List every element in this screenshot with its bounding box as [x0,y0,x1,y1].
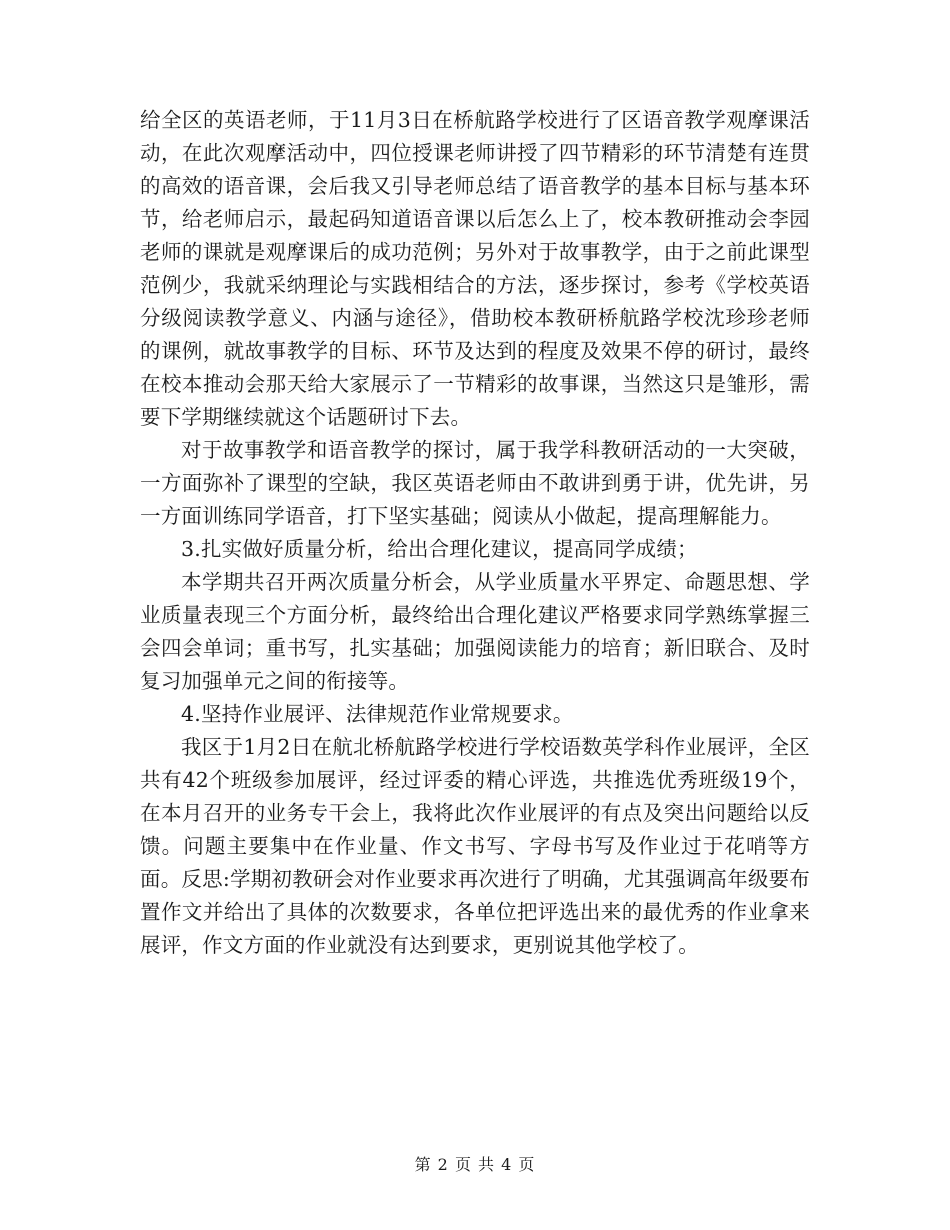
section-heading-homework-review: 4.坚持作业展评、法律规范作业常规要求。 [181,702,574,726]
section-heading-quality-analysis: 3.扎实做好质量分析，给出合理化建议，提高同学成绩； [181,537,698,561]
paragraph-continuation: 给全区的英语老师，于11月3日在桥航路学校进行了区语音教学观摩课活动，在此次观摩活动中，四位授课老师讲授了四节精彩的环节清楚有连贯的高效的语音课，会后我又引导老师总结了语音教学的基本目标与基本环节，给老师启示，最起码知道语音课以后怎么上了，校本教研推动会李园老师的课就是观摩课后的成功范例；另外对于故事教学，由于之前此课型范例少，我就采纳理论与实践相结合的方法，逐步探讨，参考《学校英语分级阅读教学意义、内涵与途径》，借助校本教研桥航路学校沈珍珍老师的课例，就故事教学的目标、环节及达到的程度及效果不停的研讨，最终在校本推动会那天给大家展示了一节精彩的故事课，当然这只是雏形，需要下学期继续就这个话题研讨下去。 [140,108,810,429]
document-body [140,104,810,962]
paragraph-quality-analysis: 本学期共召开两次质量分析会，从学业质量水平界定、命题思想、学业质量表现三个方面分析，最终给出合理化建议严格要求同学熟练掌握三会四会单词；重书写，扎实基础；加强阅读能力的培育；新旧联合、及时复习加强单元之间的衔接等。 [140,570,810,693]
paragraph-homework-review: 我区于1月2日在航北桥航路学校进行学校语数英学科作业展评，全区共有42个班级参加展评，经过评委的精心评选，共推选优秀班级19个，在本月召开的业务专干会上，我将此次作业展评的有点及突出问题给以反馈。问题主要集中在作业量、作文书写、字母书写及作业过于花哨等方面。反思:学期初教研会对作业要求再次进行了明确，尤其强调高年级要布置作文并给出了具体的次数要求，各单位把评选出来的最优秀的作业拿来展评，作文方面的作业就没有达到要求，更别说其他学校了。 [140,735,810,957]
page-number-footer: 第 2 页 共 4 页 [414,1155,536,1174]
paragraph-story-phonics-summary: 对于故事教学和语音教学的探讨，属于我学科教研活动的一大突破，一方面弥补了课型的空缺，我区英语老师由不敢讲到勇于讲，优先讲，另一方面训练同学语音，打下坚实基础；阅读从小做起，提高理解能力。 [140,438,810,528]
